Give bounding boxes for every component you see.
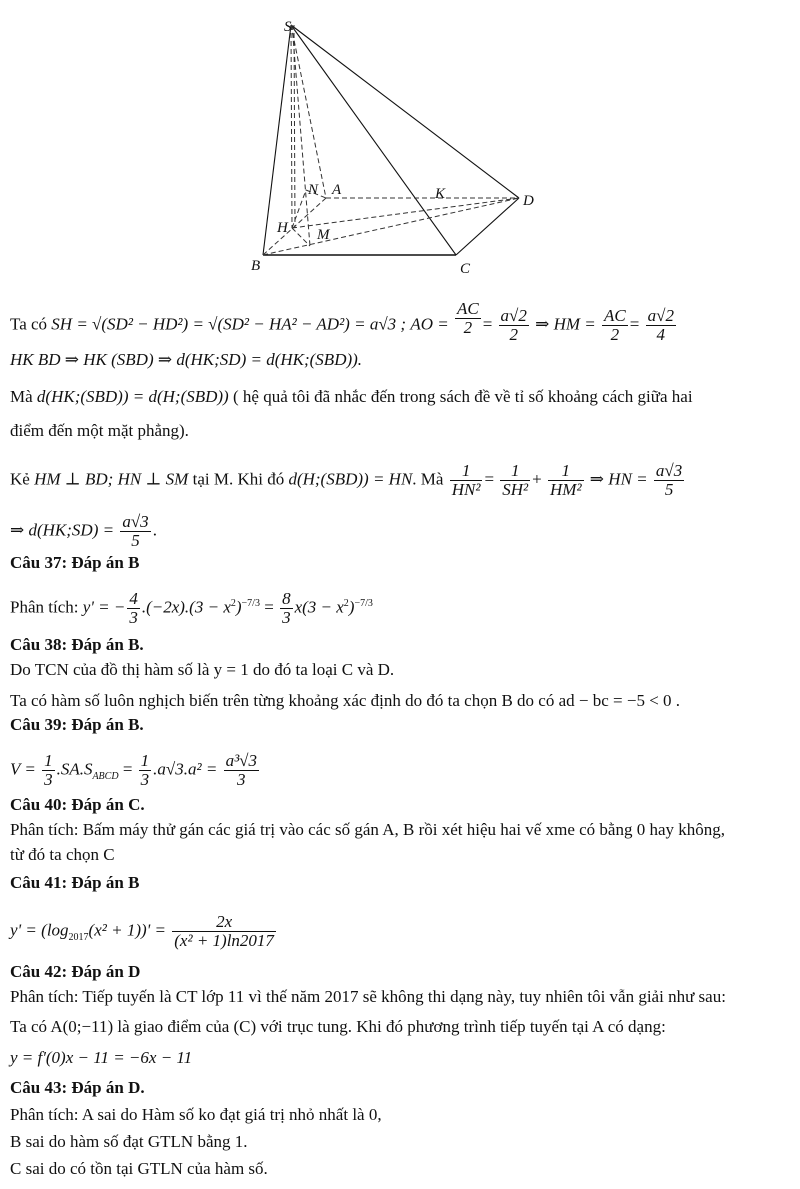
denominator: 5 [664, 480, 674, 499]
label: Mà [10, 387, 33, 406]
s42-line-3: y = f'(0)x − 11 = −6x − 11 [10, 1048, 193, 1067]
label-H: H [277, 220, 288, 236]
text-line-5: Kẻ HM ⊥ BD; HN ⊥ SM tại M. Khi đó d(H;(SBD)) = HN. Mà $\frac{1}{\text{HN²}}$ = $\frac{1}{\text{SH²}}$ + $\frac{1}{\text{HM²}}$ ⇒ HN = $\frac{a√3}{5}$ [10, 461, 683, 499]
fraction [654, 462, 684, 499]
subscript: ABCD [92, 770, 119, 782]
denominator: 2 [509, 325, 518, 344]
numerator: a√3 [655, 461, 683, 480]
s43-line-2: B sai do hàm số đạt GTLN bằng 1. [10, 1132, 248, 1151]
s42-line-2: Ta có A(0;−11) là giao điểm của (C) với trục tung. Khi đó phương trình tiếp tuyến tại A có dạng: [10, 1017, 666, 1036]
s40-line-2: từ đó ta chọn C [10, 845, 115, 864]
fraction [224, 752, 259, 789]
edge-SD [291, 25, 519, 198]
s37-body [10, 590, 373, 627]
equation: = [259, 597, 279, 617]
label: Ta có [10, 314, 48, 334]
label-K: K [435, 186, 446, 202]
fraction [450, 462, 483, 499]
text-line-1: Ta có SH = √(SD² − HD²) = √(SD² − HA² − AD²) = a√3 ; AO = $\frac{AC}{2}$ = $\frac{a√2}{2}$ ⇒ HM = $\frac{AC}{2}$ = $\frac{a√2}{4}$ [10, 299, 674, 344]
numerator: AC [604, 306, 626, 325]
equation: (x² + 1))' = [88, 920, 167, 940]
heading-cau-39: Câu 39: Đáp án B. [10, 715, 144, 734]
edge-SH [291, 25, 292, 228]
numerator: a√3 [122, 512, 149, 531]
heading-cau-38: Câu 38: Đáp án B. [10, 635, 144, 654]
equation: .(−2x).(3 − x [141, 597, 231, 617]
heading-cau-41: Câu 41: Đáp án B [10, 873, 140, 892]
numerator: a³√3 [225, 751, 257, 770]
denominator: 2 [610, 325, 620, 344]
edge-HM [292, 228, 310, 246]
exponent: −7/3 [241, 597, 260, 609]
denominator: HN² [451, 480, 481, 499]
numerator: 1 [450, 462, 483, 481]
fraction [139, 752, 152, 789]
text-line-2: HK BD ⇒ HK (SBD) ⇒ d(HK;SD) = d(HK;(SBD)). [10, 350, 363, 369]
equation: V = [10, 759, 36, 779]
denominator: (x² + 1)ln2017 [174, 931, 274, 950]
numerator: 1 [500, 462, 530, 481]
numerator: a√2 [647, 306, 674, 325]
fraction [646, 307, 676, 344]
fraction [172, 913, 276, 950]
heading-cau-43: Câu 43: Đáp án D. [10, 1078, 145, 1097]
equation: AO = [410, 314, 449, 334]
s39-body [10, 752, 261, 789]
edge-SA [291, 25, 326, 198]
fraction [120, 513, 150, 550]
equation: HM ⊥ BD; HN ⊥ SM [34, 469, 189, 489]
equation: = [118, 759, 137, 779]
label-D: D [523, 193, 534, 209]
equation: d(HK;(SBD)) = d(H;(SBD)) [36, 387, 229, 406]
s40-line-1: Phân tích: Bấm máy thử gán các giá trị vào các số gán A, B rồi xét hiệu hai vế xme có bằng 0 hay không, [10, 820, 725, 839]
equation: SH = √(SD² − HD²) = √(SD² − HA² − AD²) = a√3 ; [51, 314, 407, 334]
heading-cau-37: Câu 37: Đáp án B [10, 553, 140, 572]
denominator: 3 [129, 608, 138, 627]
edge-SC [291, 25, 456, 255]
numerator: 8 [282, 589, 291, 608]
denominator: HM² [550, 480, 582, 499]
equation: y' = (log [10, 920, 69, 940]
fraction [42, 752, 55, 789]
denominator: 5 [131, 531, 140, 550]
label-S: S [284, 19, 292, 35]
fraction [602, 307, 628, 344]
equation: ) [235, 597, 242, 617]
denominator: 4 [656, 325, 666, 344]
s43-line-1: Phân tích: A sai do Hàm số ko đạt giá trị nhỏ nhất là 0, [10, 1105, 382, 1124]
edge-SH2 [294, 25, 295, 228]
label: Kẻ [10, 469, 30, 489]
numerator: AC [456, 299, 479, 318]
denominator: 3 [140, 770, 150, 789]
fraction [548, 462, 584, 499]
exponent: −7/3 [354, 597, 373, 609]
s38-line-2: Ta có hàm số luôn nghịch biến trên từng khoảng xác định do đó ta chọn B do có ad − bc = −5 < 0 . [10, 691, 681, 710]
fraction [127, 590, 140, 627]
denominator: 3 [237, 770, 246, 789]
s42-line-1: Phân tích: Tiếp tuyến là CT lớp 11 vì thế năm 2017 sẽ không thi dạng này, tuy nhiên tôi vẫn giải như sau: [10, 987, 726, 1006]
heading-cau-40: Câu 40: Đáp án C. [10, 795, 145, 814]
fraction [455, 300, 481, 337]
exponent: 2 [343, 597, 349, 609]
denominator: 2 [463, 318, 473, 337]
equation: x(3 − x [294, 597, 344, 617]
text: tại M. Khi đó [192, 469, 285, 489]
equation: d(H;(SBD)) = HN [288, 469, 413, 489]
label-C: C [460, 261, 471, 277]
equation: ⇒ HM = [535, 314, 596, 334]
numerator: 1 [140, 751, 150, 770]
fraction [500, 462, 530, 499]
text-line-3 [10, 387, 693, 407]
numerator: 1 [548, 462, 584, 481]
s38-line-1: Do TCN của đồ thị hàm số là y = 1 do đó ta loại C và D. [10, 660, 395, 679]
numerator: a√2 [500, 306, 527, 325]
s43-line-3: C sai do có tồn tại GTLN của hàm số. [10, 1159, 268, 1178]
equation: ⇒ HN = [589, 469, 648, 489]
equation: y' = − [82, 597, 126, 617]
equation: .a√3.a² = [153, 759, 218, 779]
denominator: 3 [282, 608, 291, 627]
label-A: A [332, 182, 342, 198]
exponent: 2 [230, 597, 236, 609]
s41-body [10, 913, 278, 950]
text: ( hệ quả tôi đã nhắc đến trong sách đề về tỉ số khoảng cách giữa hai [232, 387, 693, 406]
pyramid-figure [0, 0, 800, 285]
equation: ⇒ d(HK;SD) = [10, 520, 115, 540]
heading-cau-42: Câu 42: Đáp án D [10, 962, 141, 981]
text: . Mà [412, 469, 444, 489]
equation: ) [348, 597, 355, 617]
numerator: 4 [129, 589, 138, 608]
numerator: 1 [44, 751, 53, 770]
label-N: N [308, 182, 319, 198]
text-line-4: điểm đến một mặt phẳng). [10, 421, 189, 440]
fraction [280, 590, 293, 627]
label: Phân tích: [10, 597, 79, 617]
label-M: M [317, 227, 330, 243]
edge-CD [456, 198, 519, 255]
numerator: 2x [172, 913, 276, 932]
text-line-6: ⇒ d(HK;SD) = $\frac{a√3}{5}$ . [10, 512, 157, 550]
label-B: B [251, 258, 261, 274]
fraction [499, 307, 529, 344]
subscript: 2017 [68, 931, 89, 943]
denominator: SH² [502, 480, 529, 499]
equation: .SA.S [56, 759, 93, 779]
denominator: 3 [44, 770, 53, 789]
